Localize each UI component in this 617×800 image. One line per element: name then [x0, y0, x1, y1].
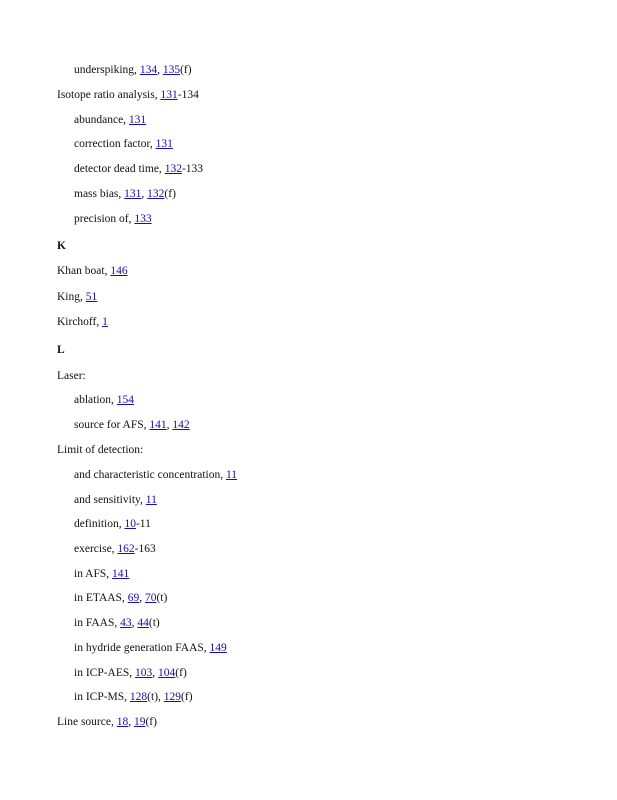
- section-letter: [57, 239, 66, 253]
- index-subentry: [74, 468, 237, 482]
- entry-text: -11: [135, 518, 151, 530]
- index-subentry: [74, 542, 156, 556]
- entry-text: ,: [128, 716, 134, 728]
- index-subentry: [74, 567, 129, 581]
- entry-text: Limit of detection:: [57, 444, 144, 456]
- entry-text: detector dead time,: [74, 163, 165, 175]
- page-link[interactable]: 44: [137, 617, 149, 629]
- index-subentry: [74, 137, 173, 151]
- page-link[interactable]: 141: [112, 568, 130, 580]
- entry-text: in ETAAS,: [74, 592, 128, 604]
- entry-text: ,: [166, 419, 173, 431]
- index-entry: [57, 290, 97, 304]
- index-subentry: [74, 162, 203, 176]
- entry-text: in AFS,: [74, 568, 113, 580]
- entry-text: Kirchoff,: [57, 316, 103, 328]
- page-link[interactable]: 154: [116, 394, 135, 406]
- entry-text: Line source,: [57, 716, 117, 728]
- entry-text: ,: [131, 617, 138, 629]
- entry-text: (f): [180, 64, 192, 76]
- entry-text: -133: [181, 163, 204, 175]
- page-link[interactable]: 104: [158, 667, 176, 679]
- index-page: [57, 0, 617, 800]
- page-link[interactable]: 10: [124, 518, 136, 530]
- page-link[interactable]: 19: [133, 716, 146, 728]
- page-link[interactable]: 128: [129, 691, 148, 703]
- page-link[interactable]: 11: [225, 469, 238, 481]
- page-link[interactable]: 132: [164, 163, 182, 175]
- entry-text: (t): [156, 592, 168, 604]
- page-link[interactable]: 18: [116, 716, 129, 728]
- page-link[interactable]: 11: [145, 494, 157, 506]
- entry-text: correction factor,: [74, 138, 156, 150]
- page-link[interactable]: 134: [139, 64, 158, 76]
- entry-text: underspiking,: [74, 64, 140, 76]
- page-link[interactable]: 51: [85, 291, 98, 303]
- entry-text: -134: [177, 89, 199, 101]
- section-letter: [57, 343, 65, 357]
- entry-text: mass bias,: [74, 188, 125, 200]
- entry-text: ,: [139, 592, 145, 604]
- page-link[interactable]: 149: [209, 642, 227, 654]
- index-entry: [57, 443, 143, 457]
- index-subentry: [74, 690, 193, 704]
- index-subentry: [74, 591, 167, 605]
- entry-text: in ICP-AES,: [74, 667, 136, 679]
- entry-text: precision of,: [74, 213, 135, 225]
- entry-text: exercise,: [74, 543, 118, 555]
- page-link[interactable]: 69: [127, 592, 140, 604]
- index-subentry: [74, 212, 152, 226]
- index-subentry: [74, 113, 146, 127]
- entry-text: L: [57, 344, 65, 356]
- entry-text: (t),: [147, 691, 164, 703]
- index-entry: [57, 88, 199, 102]
- index-entry: [57, 264, 128, 278]
- index-subentry: [74, 517, 151, 531]
- index-subentry: [74, 641, 227, 655]
- page-link[interactable]: 103: [135, 667, 153, 679]
- page-link[interactable]: 131: [155, 138, 173, 150]
- index-entry: [57, 715, 157, 729]
- entry-text: (f): [145, 716, 157, 728]
- page-link[interactable]: 162: [117, 543, 135, 555]
- entry-text: Khan boat,: [57, 265, 111, 277]
- index-subentry: [74, 493, 157, 507]
- page-link[interactable]: 131: [124, 188, 142, 200]
- page-link[interactable]: 43: [120, 617, 132, 629]
- index-subentry: [74, 187, 176, 201]
- entry-text: (f): [164, 188, 176, 200]
- entry-text: -163: [134, 543, 156, 555]
- entry-text: K: [57, 240, 66, 252]
- entry-text: and sensitivity,: [74, 494, 146, 506]
- entry-text: and characteristic concentration,: [74, 469, 226, 481]
- index-entry: [57, 315, 108, 329]
- index-subentry: [74, 666, 187, 680]
- page-link[interactable]: 141: [149, 419, 167, 431]
- entry-text: Isotope ratio analysis,: [57, 89, 161, 101]
- entry-text: in hydride generation FAAS,: [74, 642, 210, 654]
- page-link[interactable]: 129: [163, 691, 182, 703]
- entry-text: in FAAS,: [74, 617, 121, 629]
- entry-text: ,: [141, 188, 148, 200]
- entry-text: (t): [148, 617, 160, 629]
- page-link[interactable]: 70: [144, 592, 157, 604]
- entry-text: ,: [157, 64, 163, 76]
- entry-text: definition,: [74, 518, 125, 530]
- page-link[interactable]: 1: [102, 316, 108, 328]
- index-subentry: [74, 63, 192, 77]
- entry-text: (f): [181, 691, 193, 703]
- entry-text: (f): [175, 667, 187, 679]
- index-entry: [57, 369, 86, 383]
- page-link[interactable]: 142: [172, 419, 190, 431]
- entry-text: Laser:: [57, 370, 86, 382]
- entry-text: ,: [152, 667, 159, 679]
- entry-text: abundance,: [74, 114, 129, 126]
- index-subentry: [74, 616, 160, 630]
- entry-text: ablation,: [74, 394, 117, 406]
- entry-text: source for AFS,: [74, 419, 150, 431]
- page-link[interactable]: 146: [110, 265, 128, 277]
- entry-text: in ICP-MS,: [74, 691, 130, 703]
- page-link[interactable]: 132: [147, 188, 165, 200]
- page-link[interactable]: 135: [162, 64, 181, 76]
- page-link[interactable]: 131: [160, 89, 178, 101]
- index-subentry: [74, 418, 190, 432]
- page-link[interactable]: 131: [128, 114, 147, 126]
- entry-text: King,: [57, 291, 86, 303]
- page-link[interactable]: 133: [134, 213, 152, 225]
- index-subentry: [74, 393, 134, 407]
